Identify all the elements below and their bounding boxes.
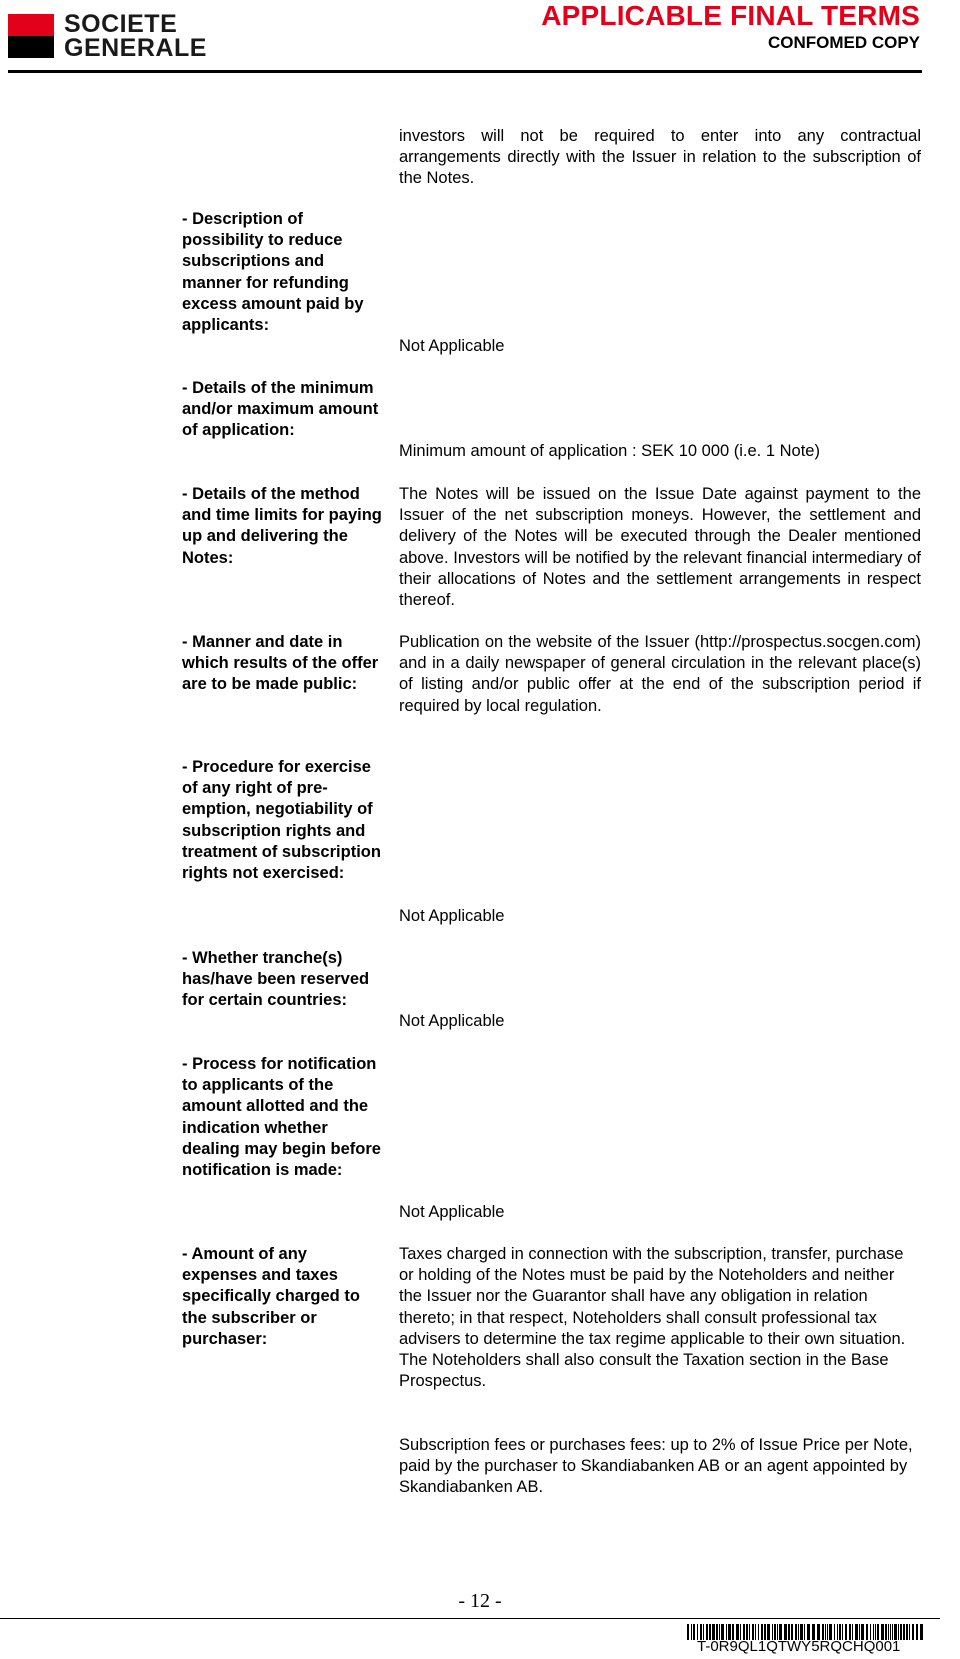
value-reduce-subscriptions: Not Applicable	[399, 337, 505, 355]
value-notification-process: Not Applicable	[399, 1203, 505, 1221]
value-expenses-taxes: Taxes charged in connection with the subscription, transfer, purchase or holding of the Notes must be paid by the Noteholders and neither the Issuer nor the Guarantor shall have any obligation in relation thereto; in that respect, Noteholders shall consult professional tax advisers to determine the tax regime applicable to their own situation. The Noteholders shall also consult the Taxation section in the Base Prospectus.	[399, 1245, 906, 1391]
value-paying-delivering: The Notes will be issued on the Issue Date against payment to the Issuer of the net subscription moneys. However, the settlement and delivery of the Notes will be executed through the Dealer mentioned above. Investors will be notified by the relevant financial intermediary of their allocations of Notes and the settlement arrangements in respect thereof.	[399, 485, 921, 610]
label-notification-process: - Process for notification to applicants of the amount allotted and the indication whether dealing may begin before notification is made:	[182, 1055, 381, 1180]
value-subscription-fees: Subscription fees or purchases fees: up to 2% of Issue Price per Note, paid by the purchaser to Skandiabanken AB or an agent appointed by Skandiabanken AB.	[399, 1436, 913, 1497]
value-pre-emption: Not Applicable	[399, 907, 505, 925]
label-reduce-subscriptions: - Description of possibility to reduce subscriptions and manner for refunding excess amount paid by applicants:	[182, 210, 364, 335]
logo-line-1: SOCIETE	[64, 10, 178, 38]
logo-mark	[8, 14, 54, 58]
societe-generale-logo	[8, 12, 230, 60]
logo-wordmark	[64, 12, 207, 60]
value-tranches-reserved: Not Applicable	[399, 1012, 505, 1030]
document-title: APPLICABLE FINAL TERMS	[541, 0, 920, 31]
footer-divider	[0, 1618, 940, 1619]
barcode-text: T-0R9QL1QTWY5RQCHQ001	[697, 1638, 901, 1655]
label-tranches-reserved: - Whether tranche(s) has/have been reserved for certain countries:	[182, 949, 370, 1010]
value-results-public: Publication on the website of the Issuer (http://prospectus.socgen.com) and in a daily newspaper of general circulation in the relevant place(s) of listing and/or public offer at the end of the subscription period if required by local regulation.	[399, 633, 921, 715]
label-expenses-taxes: - Amount of any expenses and taxes specifically charged to the subscriber or purchaser:	[182, 1245, 360, 1348]
logo-line-2: GENERALE	[64, 34, 207, 62]
header-divider	[8, 70, 922, 73]
label-paying-delivering: - Details of the method and time limits for paying up and delivering the Notes:	[182, 485, 382, 567]
value-min-max-application: Minimum amount of application : SEK 10 000 (i.e. 1 Note)	[399, 442, 820, 460]
label-min-max-application: - Details of the minimum and/or maximum amount of application:	[182, 379, 379, 440]
label-pre-emption: - Procedure for exercise of any right of pre-emption, negotiability of subscription rights and treatment of subscription rights not exercised:	[182, 758, 381, 883]
label-results-public: - Manner and date in which results of the offer are to be made public:	[182, 633, 379, 694]
value-continuation: investors will not be required to enter into any contractual arrangements directly with the Issuer in relation to the subscription of the Notes.	[399, 127, 921, 188]
document-subtitle: CONFOMED COPY	[767, 33, 920, 52]
page-number: - 12 -	[458, 1590, 502, 1612]
